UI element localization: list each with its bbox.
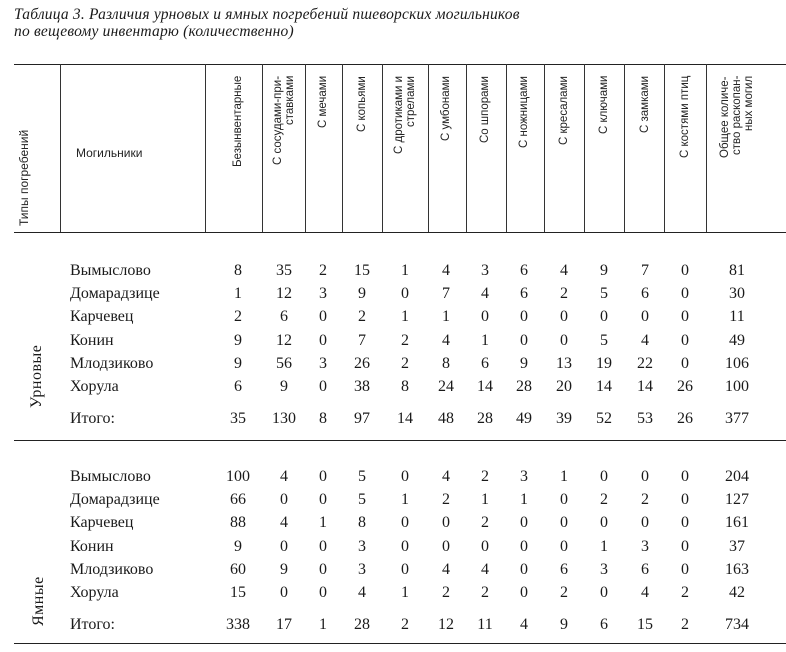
table-cell: 204 [725, 468, 749, 485]
table-rule [14, 440, 786, 441]
table-cell: 4 [560, 262, 568, 279]
cemetery-name: Вымыслово [70, 262, 151, 279]
table-cell: 28 [516, 378, 532, 395]
table-cell: 0 [401, 537, 409, 555]
table-cell: 0 [600, 584, 608, 601]
table-cell: 0 [520, 560, 528, 578]
table-cell: 2 [442, 491, 450, 509]
table-cell: 28 [354, 616, 370, 634]
table-cell: 1 [481, 331, 489, 349]
table-cell: 0 [681, 560, 689, 578]
table-cell: 3 [481, 262, 489, 279]
table-cell: 0 [560, 308, 568, 326]
header-column: С умбонами [440, 76, 452, 141]
table-cell: 0 [280, 584, 288, 601]
group-label: Ямные [30, 576, 47, 626]
header-column-divider [706, 64, 707, 232]
table-cell: 0 [442, 514, 450, 532]
table-cell: 5 [358, 468, 366, 485]
table-cell: 2 [481, 468, 489, 485]
cemetery-name: Вымыслово [70, 468, 151, 485]
table-cell: 39 [556, 410, 572, 428]
table-cell: 9 [234, 537, 242, 555]
caption-line-2: по вещевому инвентарю (количественно) [14, 23, 294, 40]
table-cell: 100 [226, 468, 250, 485]
table-cell: 12 [276, 285, 292, 303]
table-cell: 0 [681, 491, 689, 509]
table-cell: 377 [725, 410, 749, 428]
table-cell: 28 [477, 410, 493, 428]
table-cell: 35 [276, 262, 292, 279]
table-row [0, 536, 786, 558]
table-cell: 6 [641, 285, 649, 303]
table-cell: 1 [401, 491, 409, 509]
caption-line-1: Таблица 3. Различия урновых и ямных погребений пшеворских могильников [14, 6, 520, 23]
table-cell: 2 [481, 514, 489, 532]
table-cell: 9 [358, 285, 366, 303]
table-cell: 0 [681, 308, 689, 326]
table-cell: 9 [234, 354, 242, 372]
cemetery-name: Млодзиково [70, 354, 154, 372]
cemetery-name: Карчевец [70, 308, 134, 326]
table-cell: 14 [477, 378, 493, 395]
table-cell: 13 [556, 354, 572, 372]
table-cell: 0 [319, 331, 327, 349]
table-cell: 0 [681, 514, 689, 532]
header-column: С копьями [356, 76, 368, 132]
table-cell: 7 [442, 285, 450, 303]
header-type: Типы погребений [17, 129, 31, 226]
table-cell: 2 [641, 491, 649, 509]
table-cell: 4 [481, 560, 489, 578]
table-cell: 4 [358, 584, 366, 601]
table-cell: 9 [600, 262, 608, 279]
table-cell: 2 [681, 616, 689, 634]
table-cell: 14 [596, 378, 612, 395]
cemetery-name: Конин [70, 331, 114, 349]
table-cell: 20 [556, 378, 572, 395]
table-cell: 4 [442, 560, 450, 578]
table-cell: 8 [401, 378, 409, 395]
table-cell: 0 [319, 537, 327, 555]
table-cell: 0 [442, 537, 450, 555]
table-cell: 26 [354, 354, 370, 372]
header-column-divider [428, 64, 429, 232]
header-column: С мечами [317, 76, 329, 129]
header-column-divider [584, 64, 585, 232]
table-cell: 6 [234, 378, 242, 395]
table-cell: 37 [729, 537, 745, 555]
table-row [0, 260, 786, 282]
table-cell: 0 [319, 308, 327, 326]
table-cell: 0 [520, 537, 528, 555]
cemetery-name: Хорула [70, 584, 119, 601]
table-cell: 53 [637, 410, 653, 428]
header-column-divider [382, 64, 383, 232]
total-row [0, 614, 786, 636]
table-cell: 2 [560, 584, 568, 601]
header-column: Со шпорами [479, 76, 491, 143]
table-cell: 0 [481, 537, 489, 555]
header-cemeteries: Могильники [76, 146, 143, 160]
table-cell: 2 [401, 354, 409, 372]
table-cell: 6 [481, 354, 489, 372]
table-cell: 100 [725, 378, 749, 395]
table-cell: 3 [600, 560, 608, 578]
table-cell: 9 [560, 616, 568, 634]
table-cell: 0 [641, 514, 649, 532]
table-cell: 35 [230, 410, 246, 428]
table-cell: 2 [681, 584, 689, 601]
table-cell: 0 [520, 514, 528, 532]
table-cell: 163 [725, 560, 749, 578]
table-cell: 2 [401, 616, 409, 634]
table-cell: 8 [234, 262, 242, 279]
table-cell: 6 [520, 262, 528, 279]
table-cell: 66 [230, 491, 246, 509]
table-cell: 7 [358, 331, 366, 349]
table-cell: 8 [358, 514, 366, 532]
table-cell: 1 [600, 537, 608, 555]
table-cell: 3 [319, 354, 327, 372]
table-row [0, 353, 786, 375]
table-cell: 49 [516, 410, 532, 428]
table-cell: 15 [637, 616, 653, 634]
table-cell: 1 [401, 308, 409, 326]
table-cell: 6 [600, 616, 608, 634]
table-cell: 4 [442, 262, 450, 279]
header-column: С сосудами-при- ставками [272, 76, 296, 166]
header-column: С ножницами [518, 76, 530, 148]
table-cell: 5 [600, 331, 608, 349]
table-cell: 0 [401, 560, 409, 578]
header-column-divider [205, 64, 206, 232]
table-cell: 30 [729, 285, 745, 303]
table-cell: 8 [319, 410, 327, 428]
table-cell: 0 [641, 468, 649, 485]
table-cell: 4 [442, 468, 450, 485]
table-cell: 42 [729, 584, 745, 601]
header-column-divider [506, 64, 507, 232]
table-cell: 0 [681, 285, 689, 303]
table-cell: 0 [520, 308, 528, 326]
table-cell: 0 [319, 560, 327, 578]
header-column-divider [60, 64, 61, 232]
header-column: С дротиками и стрелами [393, 76, 417, 155]
header-column-divider [466, 64, 467, 232]
cemetery-name: Хорула [70, 378, 119, 395]
table-cell: 9 [280, 560, 288, 578]
total-label: Итого: [70, 616, 115, 634]
table-cell: 2 [358, 308, 366, 326]
table-cell: 5 [358, 491, 366, 509]
cemetery-name: Карчевец [70, 514, 134, 532]
total-label: Итого: [70, 410, 115, 428]
table-cell: 11 [477, 616, 493, 634]
table-cell: 6 [280, 308, 288, 326]
table-rule [14, 64, 786, 65]
table-cell: 38 [354, 378, 370, 395]
cemetery-name: Домарадзице [70, 491, 160, 509]
table-cell: 0 [681, 468, 689, 485]
table-cell: 3 [319, 285, 327, 303]
table-cell: 4 [280, 514, 288, 532]
table-cell: 2 [234, 308, 242, 326]
table-cell: 0 [681, 537, 689, 555]
table-cell: 97 [354, 410, 370, 428]
table-cell: 9 [520, 354, 528, 372]
table-cell: 1 [319, 616, 327, 634]
table-cell: 2 [319, 262, 327, 279]
table-cell: 0 [319, 378, 327, 395]
table-cell: 4 [641, 584, 649, 601]
table-cell: 4 [481, 285, 489, 303]
table-cell: 0 [681, 354, 689, 372]
table-cell: 12 [276, 331, 292, 349]
table-cell: 19 [596, 354, 612, 372]
table-cell: 0 [560, 491, 568, 509]
table-cell: 0 [560, 537, 568, 555]
table-cell: 1 [401, 584, 409, 601]
table-cell: 6 [641, 560, 649, 578]
table-cell: 0 [600, 308, 608, 326]
table-cell: 49 [729, 331, 745, 349]
table-row [0, 489, 786, 511]
table-cell: 3 [520, 468, 528, 485]
table-cell: 0 [401, 468, 409, 485]
table-cell: 2 [600, 491, 608, 509]
table-cell: 4 [280, 468, 288, 485]
table-cell: 0 [560, 331, 568, 349]
table-cell: 1 [560, 468, 568, 485]
cemetery-name: Конин [70, 537, 114, 555]
table-cell: 0 [401, 514, 409, 532]
table-cell: 81 [729, 262, 745, 279]
table-cell: 1 [442, 308, 450, 326]
table-cell: 0 [681, 262, 689, 279]
table-cell: 56 [276, 354, 292, 372]
table-cell: 26 [677, 378, 693, 395]
table-cell: 127 [725, 491, 749, 509]
header-column: Безынвентарные [232, 76, 244, 168]
table-cell: 0 [319, 468, 327, 485]
table-cell: 22 [637, 354, 653, 372]
table-cell: 2 [560, 285, 568, 303]
table-cell: 6 [560, 560, 568, 578]
table-cell: 1 [319, 514, 327, 532]
table-row [0, 582, 786, 604]
table-cell: 0 [481, 308, 489, 326]
header-column: С кресалами [558, 76, 570, 145]
table-cell: 52 [596, 410, 612, 428]
table-cell: 0 [681, 331, 689, 349]
header-column-divider [342, 64, 343, 232]
table-rule [14, 232, 786, 233]
cemetery-name: Млодзиково [70, 560, 154, 578]
table-cell: 2 [442, 584, 450, 601]
table-cell: 24 [438, 378, 454, 395]
table-cell: 2 [481, 584, 489, 601]
table-cell: 17 [276, 616, 292, 634]
table-cell: 3 [358, 560, 366, 578]
table-cell: 1 [234, 285, 242, 303]
total-row [0, 408, 786, 430]
header-column: С костями птиц [679, 76, 691, 159]
table-cell: 1 [401, 262, 409, 279]
table-rule [14, 643, 786, 644]
table-cell: 3 [358, 537, 366, 555]
header-column-divider [262, 64, 263, 232]
table-row [0, 466, 786, 488]
table-cell: 0 [641, 308, 649, 326]
group-label: Урновые [28, 344, 45, 408]
header-column-divider [305, 64, 306, 232]
table-cell: 338 [226, 616, 250, 634]
cemetery-name: Домарадзице [70, 285, 160, 303]
table-row [0, 306, 786, 328]
table-cell: 106 [725, 354, 749, 372]
header-column-divider [544, 64, 545, 232]
table-cell: 734 [725, 616, 749, 634]
table-cell: 1 [481, 491, 489, 509]
table-row [0, 376, 786, 398]
table-cell: 11 [729, 308, 745, 326]
table-cell: 15 [354, 262, 370, 279]
table-cell: 9 [280, 378, 288, 395]
table-cell: 3 [641, 537, 649, 555]
table-cell: 1 [520, 491, 528, 509]
table-cell: 14 [637, 378, 653, 395]
header-column-divider [664, 64, 665, 232]
header-column-divider [624, 64, 625, 232]
table-cell: 14 [397, 410, 413, 428]
table-cell: 8 [442, 354, 450, 372]
table-caption [14, 6, 764, 40]
table-cell: 0 [600, 468, 608, 485]
table-cell: 0 [319, 584, 327, 601]
table-cell: 48 [438, 410, 454, 428]
table-cell: 4 [641, 331, 649, 349]
header-column: С замками [639, 76, 651, 134]
header-column: С ключами [598, 76, 610, 135]
table-cell: 0 [401, 285, 409, 303]
table-cell: 130 [272, 410, 296, 428]
table-row [0, 330, 786, 352]
table-cell: 60 [230, 560, 246, 578]
table-cell: 2 [401, 331, 409, 349]
table-row [0, 559, 786, 581]
table-cell: 0 [600, 514, 608, 532]
table-cell: 6 [520, 285, 528, 303]
table-cell: 0 [280, 491, 288, 509]
table-cell: 12 [438, 616, 454, 634]
table-row [0, 283, 786, 305]
table-cell: 5 [600, 285, 608, 303]
table-cell: 0 [319, 491, 327, 509]
table-cell: 0 [280, 537, 288, 555]
table-cell: 9 [234, 331, 242, 349]
table-cell: 7 [641, 262, 649, 279]
header-column: Общее количе- ство раскопан- ных могил [719, 76, 755, 158]
table-cell: 0 [560, 514, 568, 532]
table-cell: 15 [230, 584, 246, 601]
table-cell: 4 [520, 616, 528, 634]
table-cell: 0 [520, 584, 528, 601]
table-cell: 4 [442, 331, 450, 349]
table-cell: 161 [725, 514, 749, 532]
table-cell: 88 [230, 514, 246, 532]
table-row [0, 512, 786, 534]
table-cell: 26 [677, 410, 693, 428]
table-cell: 0 [520, 331, 528, 349]
